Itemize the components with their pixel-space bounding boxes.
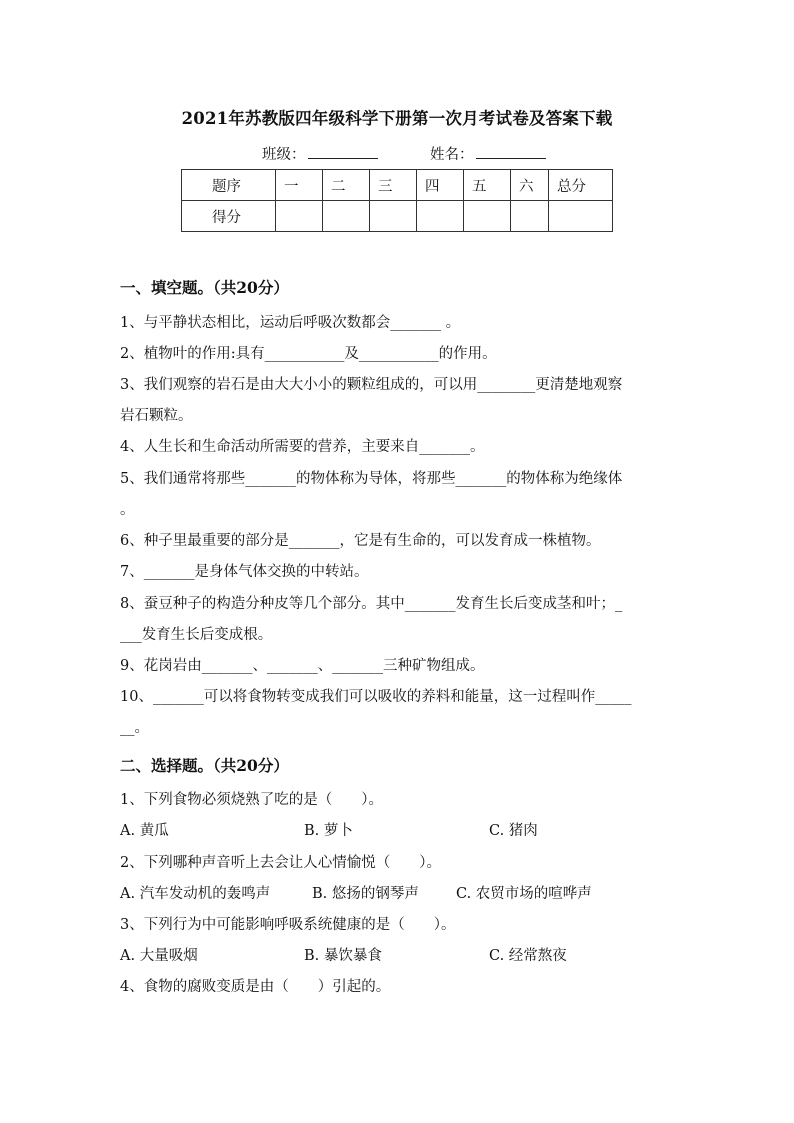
score-input-cell[interactable] bbox=[464, 201, 511, 232]
score-row-label: 得分 bbox=[182, 201, 276, 232]
question-line: 6、种子里最重要的部分是_______，它是有生命的，可以发育成一株植物。 bbox=[120, 533, 601, 549]
score-input-cell[interactable] bbox=[417, 201, 464, 232]
choice-option-b[interactable]: B. 暴饮暴食 bbox=[304, 948, 382, 964]
score-header-cell: 四 bbox=[417, 170, 464, 201]
class-blank[interactable] bbox=[308, 144, 378, 159]
question-line: 3、我们观察的岩石是由大大小小的颗粒组成的，可以用________更清楚地观察 bbox=[120, 377, 623, 393]
question-line: 4、人生长和生命活动所需要的营养，主要来自_______。 bbox=[120, 439, 485, 455]
score-input-cell[interactable] bbox=[549, 201, 613, 232]
name-blank[interactable] bbox=[476, 144, 546, 159]
choice-option-a[interactable]: A. 汽车发动机的轰鸣声 bbox=[120, 886, 271, 902]
choice-option-b[interactable]: B. 萝卜 bbox=[304, 823, 353, 839]
score-input-cell[interactable] bbox=[323, 201, 370, 232]
name-field[interactable] bbox=[430, 143, 546, 164]
choice-question-stem: 4、食物的腐败变质是由（ ）引起的。 bbox=[120, 979, 391, 995]
question-line: 5、我们通常将那些_______的物体称为导体，将那些_______的物体称为绝缘体 bbox=[120, 471, 623, 487]
score-header-cell: 五 bbox=[464, 170, 511, 201]
choice-question-stem: 3、下列行为中可能影响呼吸系统健康的是（ ）。 bbox=[120, 917, 456, 933]
question-line: 1、与平静状态相比，运动后呼吸次数都会_______ 。 bbox=[120, 315, 461, 331]
question-line: 7、_______是身体气体交换的中转站。 bbox=[120, 564, 369, 580]
score-table bbox=[181, 169, 613, 232]
exam-title: 2021年苏教版四年级科学下册第一次月考试卷及答案下载 bbox=[181, 109, 613, 128]
score-header-cell: 题序 bbox=[182, 170, 276, 201]
choice-question-stem: 1、下列食物必须烧熟了吃的是（ ）。 bbox=[120, 792, 383, 808]
score-input-cell[interactable] bbox=[370, 201, 417, 232]
class-field[interactable] bbox=[262, 143, 378, 164]
choice-option-c[interactable]: C. 农贸市场的喧哗声 bbox=[456, 886, 592, 902]
student-info-row bbox=[262, 143, 562, 165]
score-table-header-row bbox=[182, 170, 613, 201]
choice-option-c[interactable]: C. 经常熬夜 bbox=[489, 948, 567, 964]
question-line: 2、植物叶的作用:具有___________及___________的作用。 bbox=[120, 346, 497, 362]
name-label: 姓名： bbox=[430, 147, 474, 163]
choice-question-stem: 2、下列哪种声音听上去会让人心情愉悦（ ）。 bbox=[120, 855, 441, 871]
score-header-cell: 总分 bbox=[549, 170, 613, 201]
section-heading-fill-blank: 一、填空题。（共20分） bbox=[120, 278, 289, 297]
score-input-cell[interactable] bbox=[511, 201, 549, 232]
question-line: 岩石颗粒。 bbox=[120, 408, 193, 424]
choice-option-c[interactable]: C. 猪肉 bbox=[489, 823, 538, 839]
question-line: __。 bbox=[120, 720, 149, 736]
class-label: 班级： bbox=[262, 147, 306, 163]
choice-option-a[interactable]: A. 大量吸烟 bbox=[120, 948, 198, 964]
question-line: 10、_______可以将食物转变成我们可以吸收的养料和能量，这一过程叫作_____ bbox=[120, 689, 632, 705]
choice-option-b[interactable]: B. 悠扬的钢琴声 bbox=[312, 886, 419, 902]
score-header-cell: 六 bbox=[511, 170, 549, 201]
question-line: ___发育生长后变成根。 bbox=[120, 627, 273, 643]
score-header-cell: 一 bbox=[276, 170, 323, 201]
score-input-cell[interactable] bbox=[276, 201, 323, 232]
score-header-cell: 三 bbox=[370, 170, 417, 201]
section-heading-choice: 二、选择题。（共20分） bbox=[120, 756, 289, 775]
score-header-cell: 二 bbox=[323, 170, 370, 201]
score-table-score-row bbox=[182, 201, 613, 232]
question-line: 。 bbox=[120, 502, 135, 518]
question-line: 9、花岗岩由_______、_______、_______三种矿物组成。 bbox=[120, 658, 485, 674]
question-line: 8、蚕豆种子的构造分种皮等几个部分。其中_______发育生长后变成茎和叶；_ bbox=[120, 596, 623, 612]
choice-option-a[interactable]: A. 黄瓜 bbox=[120, 823, 169, 839]
